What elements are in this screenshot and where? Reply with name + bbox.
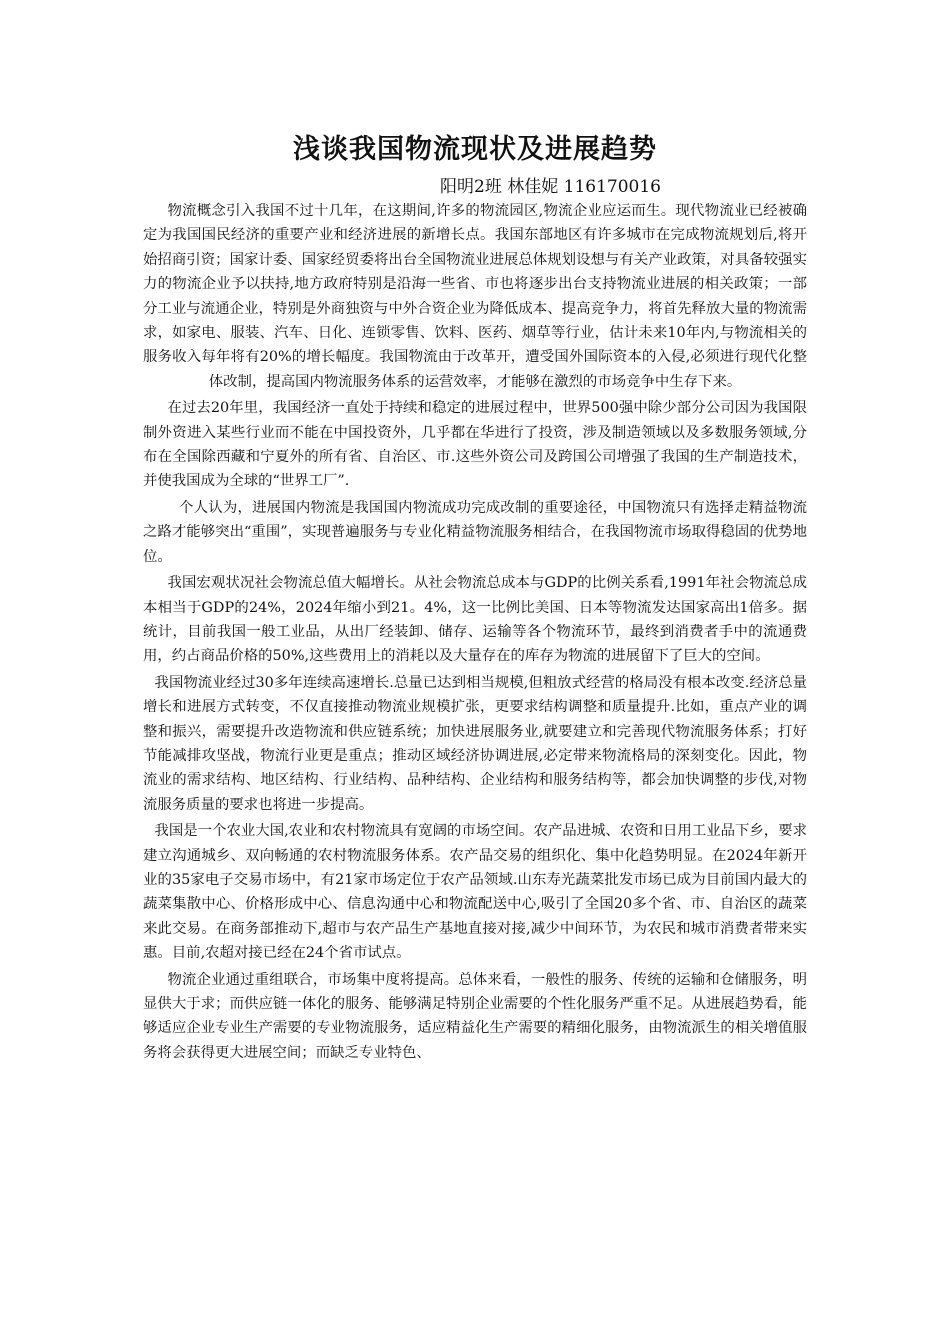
paragraph-3: 个人认为，进展国内物流是我国国内物流成功完成改制的重要途径，中国物流只有选择走精益物流之路才能够突出“重围”，实现普遍服务与专业化精益物流服务相结合，在我国物流市场取得稳固的优势地位。 xyxy=(143,499,807,565)
paragraph-4: 我国宏观状况社会物流总值大幅增长。从社会物流总成本与GDP的比例关系看,1991年社会物流总成本相当于GDP的24%，2024年缩小到21。4%，这一比例比美国、日本等物流发达国家高出1倍多。据统计，目前我国一般工业品，从出厂经装卸、储存、运输等各个物流环节，最终到消费者手中的流通费用，约占商品价格的50%,这些费用上的消耗以及大量存在的库存为物流的进展留下了巨大的空间。 xyxy=(143,575,807,665)
paragraph-6: 我国是一个农业大国,农业和农村物流具有宽阔的市场空间。农产品进城、农资和日用工业品下乡，要求建立沟通城乡、双向畅通的农村物流服务体系。农产品交易的组织化、集中化趋势明显。在2024年新开业的35家电子交易市场中，有21家市场定位于农产品领域.山东寿光蔬菜批发市场已成为目前国内最大的蔬菜集散中心、价格形成中心、信息沟通中心和物流配送中心,吸引了全国20多个省、市、自治区的蔬菜来此交易。在商务部推动下,超市与农产品生产基地直接对接,减少中间环节，为农民和城市消费者带来实惠。目前,农超对接已经在24个省市试点。 xyxy=(143,823,807,962)
paragraph-5: 我国物流业经过30多年连续高速增长.总量已达到相当规模,但粗放式经营的格局没有根本改变.经济总量增长和进展方式转变，不仅直接推动物流业规模扩张，更要求结构调整和质量提升.比如，重点产业的调整和振兴，需要提升改造物流和供应链系统；加快进展服务业,就要建立和完善现代物流服务体系；打好节能减排攻坚战，物流行业更是重点；推动区域经济协调进展,必定带来物流格局的深刻变化。因此，物流业的需求结构、地区结构、行业结构、品种结构、企业结构和服务结构等，都会加快调整的步伐,对物流服务质量的要求也将进一步提高。 xyxy=(143,674,807,813)
document-title: 浅谈我国物流现状及进展趋势 xyxy=(293,134,657,165)
document-body xyxy=(143,199,807,1065)
paragraph-1: 物流概念引入我国不过十几年，在这期间,许多的物流园区,物流企业应运而生。现代物流业已经被确定为我国国民经济的重要产业和经济进展的新增长点。我国东部地区有许多城市在完成物流规划后,将开始招商引资；国家计委、国家经贸委将出台全国物流业进展总体规划设想与有关产业政策，对具备较强实力的物流企业予以扶持,地方政府特别是沿海一些省、市也将逐步出台支持物流业进展的相关政策；一部分工业与流通企业，特别是外商独资与中外合资企业为降低成本、提高竞争力，将首先释放大量的物流需求，如家电、服装、汽车、日化、连锁零售、饮料、医药、烟草等行业，估计未来10年内,与物流相关的服务收入每年将有20%的增长幅度。我国物流由于改革开，遭受国外国际资本的入侵,必须进行现代化整体改制，提高国内物流服务体系的运营效率，才能够在激烈的市场竞争中生存下来。 xyxy=(143,203,807,390)
paragraph-2: 在过去20年里，我国经济一直处于持续和稳定的进展过程中，世界500强中除少部分公司因为我国限制外资进入某些行业而不能在中国投资外，几乎都在华进行了投资，涉及制造领域以及多数服务领域,分布在全国除西藏和宁夏外的所有省、自治区、市.这些外资公司及跨国公司增强了我国的生产制造技术，并使我国成为全球的“世界工厂”. xyxy=(143,400,807,490)
author-line: 阳明2班 林佳妮 116170016 xyxy=(440,177,661,197)
paragraph-7: 物流企业通过重组联合，市场集中度将提高。总体来看，一般性的服务、传统的运输和仓储服务，明显供大于求；而供应链一体化的服务、能够满足特别企业需要的个性化服务严重不足。从进展趋势看，能够适应企业专业生产需要的专业物流服务，适应精益化生产需要的精细化服务，由物流派生的相关增值服务将会获得更大进展空间；而缺乏专业特色、 xyxy=(143,971,807,1061)
